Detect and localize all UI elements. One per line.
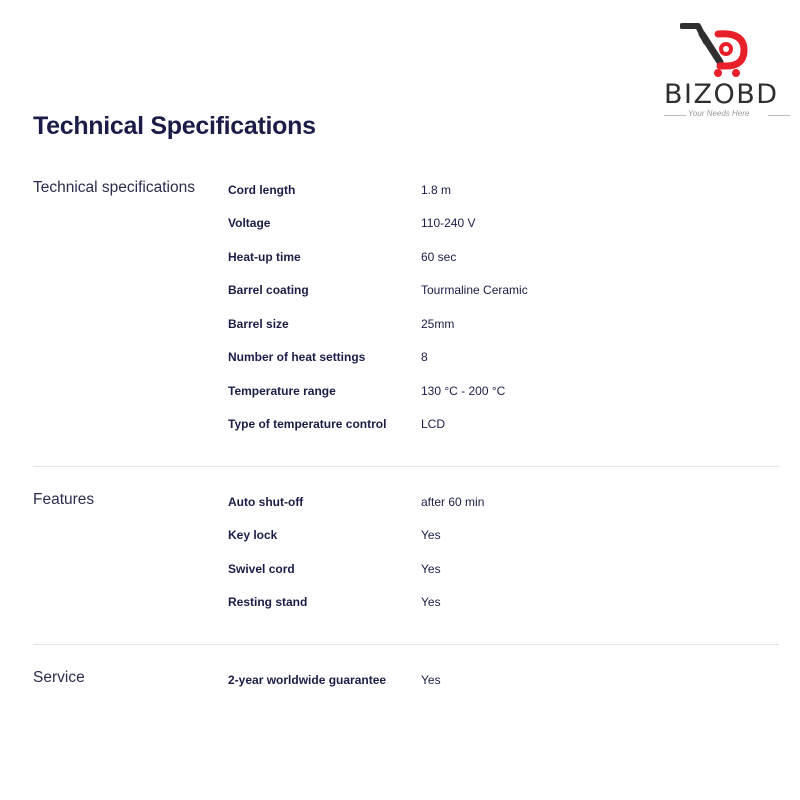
spec-label: Cord length	[228, 183, 296, 197]
section-divider	[33, 644, 779, 645]
spec-value: LCD	[421, 417, 446, 431]
spec-row	[228, 495, 728, 515]
spec-value: 8	[421, 350, 428, 364]
spec-row	[228, 250, 728, 270]
spec-value: 60 sec	[421, 250, 457, 264]
page-title: Technical Specifications	[33, 112, 316, 140]
brand-logo	[664, 22, 794, 122]
spec-label: Key lock	[228, 528, 278, 542]
spec-value: Yes	[421, 673, 441, 687]
spec-label: Resting stand	[228, 595, 308, 609]
section-title: Service	[33, 669, 85, 686]
spec-row	[228, 317, 728, 337]
spec-row	[228, 183, 728, 203]
spec-label: Barrel coating	[228, 283, 309, 297]
spec-row	[228, 673, 728, 693]
spec-row	[228, 528, 728, 548]
spec-row	[228, 384, 728, 404]
spec-row	[228, 283, 728, 303]
spec-value: 25mm	[421, 317, 455, 331]
spec-label: Type of temperature control	[228, 417, 387, 431]
spec-row	[228, 595, 728, 615]
spec-value: Yes	[421, 528, 441, 542]
spec-label: Auto shut-off	[228, 495, 304, 509]
section-title: Features	[33, 491, 95, 508]
spec-row	[228, 562, 728, 582]
tagline-rule-right	[768, 115, 790, 116]
spec-value: 1.8 m	[421, 183, 452, 197]
spec-label: Temperature range	[228, 384, 336, 398]
spec-value: Yes	[421, 595, 441, 609]
spec-value: after 60 min	[421, 495, 485, 509]
spec-value: Yes	[421, 562, 441, 576]
spec-row	[228, 417, 728, 437]
spec-label: Swivel cord	[228, 562, 295, 576]
tagline-rule-left	[664, 115, 686, 116]
spec-label: Number of heat settings	[228, 350, 366, 364]
spec-value: 130 °C - 200 °C	[421, 384, 506, 398]
spec-value: 110-240 V	[421, 216, 476, 230]
spec-label: Barrel size	[228, 317, 289, 331]
brand-tagline: Your Needs Here	[688, 109, 750, 118]
spec-value: Tourmaline Ceramic	[421, 283, 528, 297]
shopping-cart-icon	[680, 22, 750, 78]
spec-label: Heat-up time	[228, 250, 301, 264]
spec-row	[228, 216, 728, 236]
brand-name: BIZOBD	[664, 79, 779, 110]
section-divider	[33, 466, 779, 467]
section-title: Technical specifications	[33, 179, 195, 196]
spec-label: Voltage	[228, 216, 271, 230]
spec-row	[228, 350, 728, 370]
spec-label: 2-year worldwide guarantee	[228, 673, 387, 687]
